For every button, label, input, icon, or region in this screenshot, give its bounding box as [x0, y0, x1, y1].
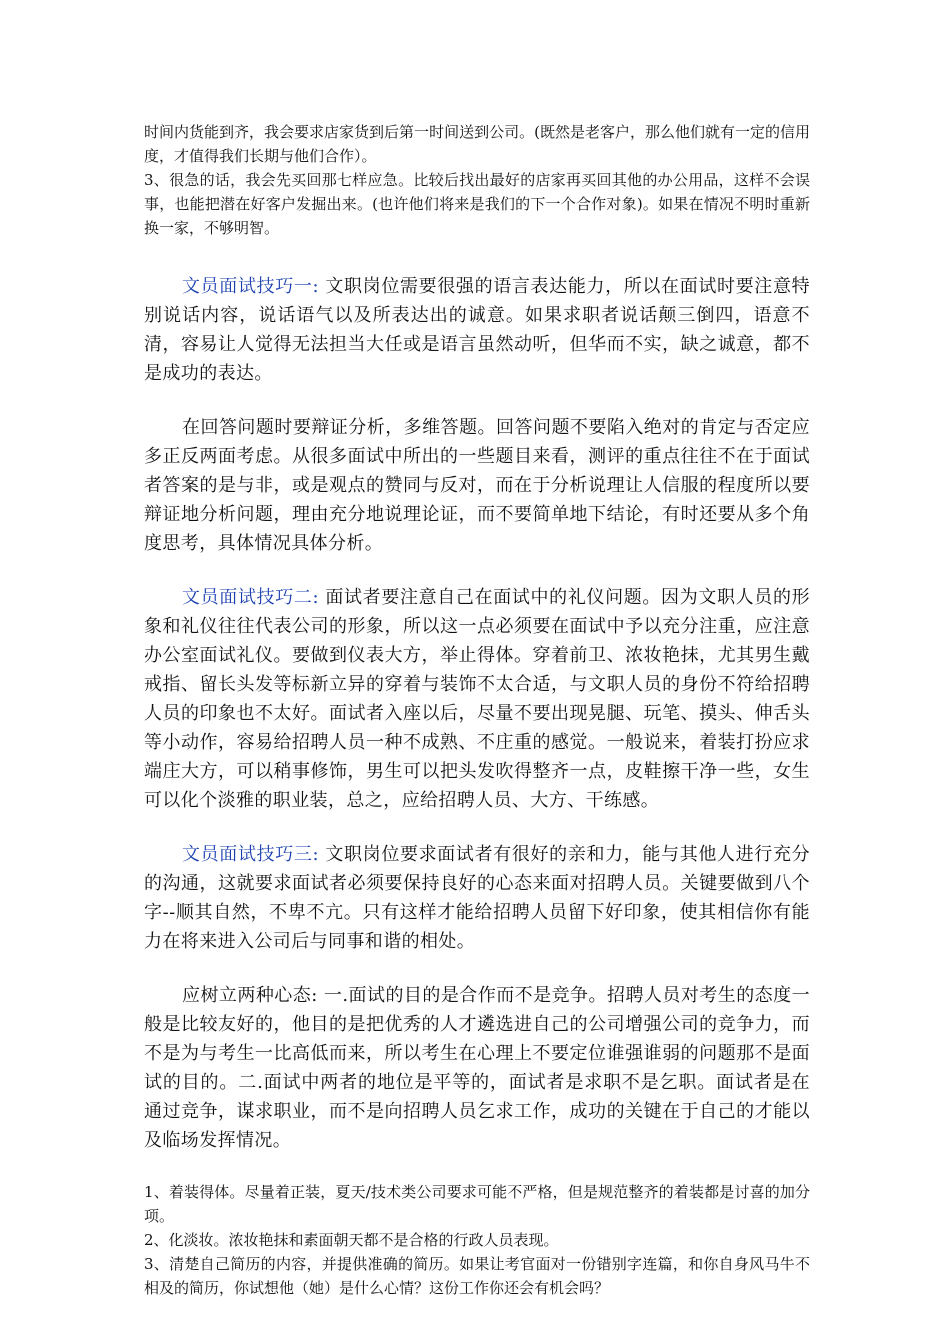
tip-three-paragraph: [144, 840, 810, 956]
tip-one-paragraph: [144, 272, 810, 388]
bottom-paragraph-2: 2、化淡妆。浓妆艳抹和素面朝天都不是合格的行政人员表现。: [144, 1231, 559, 1249]
dialectic-paragraph: [144, 413, 810, 558]
mindset-paragraph: [144, 981, 810, 1155]
tip-one-title: 文员面试技巧一:: [182, 276, 320, 297]
dialectic-body: 在回答问题时要辩证分析，多维答题。回答问题不要陷入绝对的肯定与否定应多正反两面考虑。从很多面试中所出的一些题目来看，测评的重点往往不在于面试者答案的是与非，或是观点的赞同与反对，而在于分析说理让人信服的程度所以要辩证地分析问题，理由充分地说理论证，而不要简单地下结论，有时还要从多个角度思考，具体情况具体分析。: [144, 417, 810, 554]
tip-two-paragraph: [144, 583, 810, 815]
mindset-body: 应树立两种心态: 一.面试的目的是合作而不是竞争。招聘人员对考生的态度一般是比较友好的，他目的是把优秀的人才遴选进自己的公司增强公司的竞争力，而不是为与考生一比高低而来，所以考生在心理上不要定位谁强谁弱的问题那不是面试的目的。二.面试中两者的地位是平等的，面试者是求职不是乞职。面试者是在通过竞争，谋求职业，而不是向招聘人员乞求工作，成功的关键在于自己的才能以及临场发挥情况。: [144, 985, 810, 1151]
top-paragraph-1: 时间内货能到齐，我会要求店家货到后第一时间送到公司。(既然是老客户，那么他们就有一定的信用度，才值得我们长期与他们合作）。: [144, 123, 810, 165]
bottom-paragraph-3: 3、清楚自己简历的内容，并提供准确的简历。如果让考官面对一份错别字连篇，和你自身风马牛不相及的简历，你试想他（她）是什么心情？这份工作你还会有机会吗？: [144, 1255, 810, 1297]
top-paragraph-2: 3、很急的话，我会先买回那七样应急。比较后找出最好的店家再买回其他的办公用品，这样不会误事，也能把潜在好客户发掘出来。(也许他们将来是我们的下一个合作对象)。如果在情况不明时重新换一家，不够明智。: [144, 171, 810, 237]
tip-two-body: 面试者要注意自己在面试中的礼仪问题。因为文职人员的形象和礼仪往往代表公司的形象，所以这一点必须要在面试中予以充分注重，应注意办公室面试礼仪。要做到仪表大方，举止得体。穿着前卫、浓妆艳抹，尤其男生戴戒指、留长头发等标新立异的穿着与装饰不太合适，与文职人员的身份不符给招聘人员的印象也不太好。面试者入座以后，尽量不要出现晃腿、玩笔、摸头、伸舌头等小动作，容易给招聘人员一种不成熟、不庄重的感觉。一般说来，着装打扮应求端庄大方，可以稍事修饰，男生可以把头发吹得整齐一点，皮鞋擦干净一些，女生可以化个淡雅的职业装，总之，应给招聘人员、大方、干练感。: [144, 587, 810, 811]
tip-three-body: 文职岗位要求面试者有很好的亲和力，能与其他人进行充分的沟通，这就要求面试者必须要保持良好的心态来面对招聘人员。关键要做到八个字--顺其自然，不卑不亢。只有这样才能给招聘人员留下好印象，使其相信你有能力在将来进入公司后与同事和谐的相处。: [144, 844, 810, 952]
tip-one-body: 文职岗位需要很强的语言表达能力，所以在面试时要注意特别说话内容，说话语气以及所表达出的诚意。如果求职者说话颠三倒四，语意不清，容易让人觉得无法担当大任或是语言虽然动听，但华而不实，缺之诚意，都不是成功的表达。: [144, 276, 810, 384]
bottom-paragraph-1: 1、着装得体。尽量着正装，夏天/技术类公司要求可能不严格，但是规范整齐的着装都是讨喜的加分项。: [144, 1183, 810, 1225]
tip-three-title: 文员面试技巧三:: [182, 844, 320, 865]
tip-two-title: 文员面试技巧二:: [182, 587, 320, 608]
